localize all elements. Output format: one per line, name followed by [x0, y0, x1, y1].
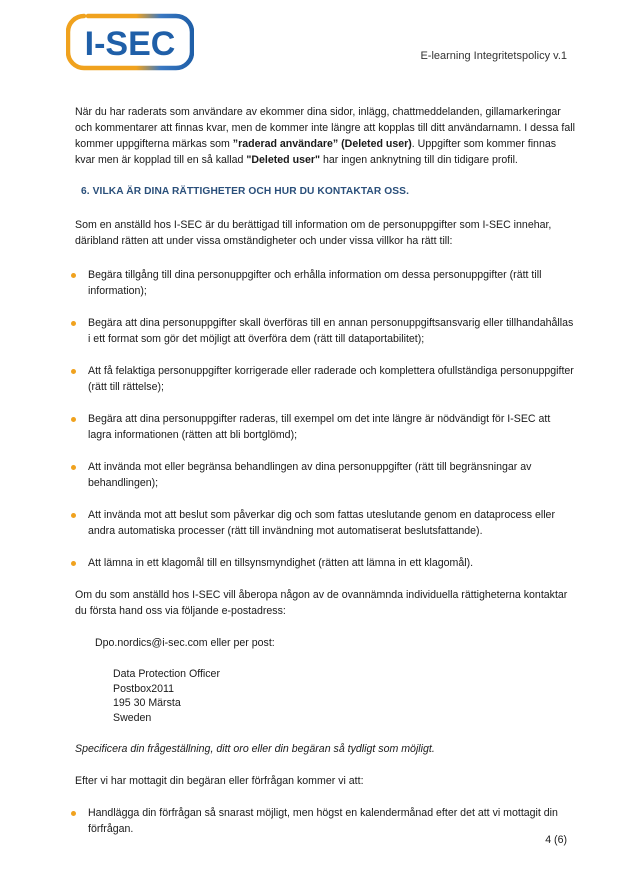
bullet-icon [71, 513, 76, 518]
paragraph-rights-intro: Som en anställd hos I-SEC är du berättigad till information om de personuppgifter som I-SEC innehar, däribland rätten att under vissa omständigheter och under vissa villkor ha rätt till: [75, 219, 552, 247]
address-line: Postbox2011 [113, 682, 175, 695]
section-heading: 6. VILKA ÄR DINA RÄTTIGHETER OCH HUR DU KONTAKTAR OSS. [81, 186, 409, 197]
document-title: E-learning Integritetspolicy v.1 [420, 50, 567, 62]
page-number: 4 (6) [545, 834, 567, 846]
list-item: Begära tillgång till dina personuppgifter och erhålla information om dessa personuppgifter (rätt till information); [75, 267, 575, 299]
list-item: Att få felaktiga personuppgifter korrigerade eller raderade och komplettera ofullständiga personuppgifter (rätt till rättelse); [75, 363, 575, 395]
contact-email-line: Dpo.nordics@i-sec.com eller per post: [95, 637, 275, 649]
list-item: Att lämna in ett klagomål till en tillsynsmyndighet (rätten att lämna in ett klagomål). [75, 555, 575, 571]
list-item: Begära att dina personuppgifter raderas, till exempel om det inte längre är nödvändigt för I-SEC att lagra informationen (rätten att bli bortglömd); [75, 411, 575, 443]
bullet-icon [71, 417, 76, 422]
document-body [75, 104, 575, 853]
after-request-list [75, 805, 575, 837]
bullet-icon [71, 273, 76, 278]
bullet-icon [71, 465, 76, 470]
paragraph-after-request: Efter vi har mottagit din begäran eller förfrågan kommer vi att: [75, 775, 364, 787]
list-item: Handlägga din förfrågan så snarast möjligt, men högst en kalendermånad efter det att vi mottagit din förfrågan. [75, 805, 575, 837]
list-item: Att invända mot eller begränsa behandlingen av dina personuppgifter (rätt till begränsningar av behandlingen); [75, 459, 575, 491]
list-item: Begära att dina personuppgifter skall överföras till en annan personuppgiftsansvarig eller tillhandahållas i ett format som gör det möjligt att överföra dem (rätt till dataportabilitet); [75, 315, 575, 347]
rights-list [75, 267, 575, 571]
paragraph-deleted-users: När du har raderats som användare av ekommer dina sidor, inlägg, chattmeddelanden, gillamarkeringar och kommentarer att finnas kvar, men de kommer inte längre att kopplas till ditt användarnamn. I dessa fall kommer uppgifterna märkas som ”raderad användare” (Deleted user). Uppgifter som kommer finnas kvar men är kopplad till en så kallad "Deleted user" har ingen anknytning till din tidigare profil. [75, 106, 575, 166]
i-sec-logo [66, 12, 194, 72]
italic-note: Specificera din frågeställning, ditt oro eller din begäran så tydligt som möjligt. [75, 743, 435, 755]
list-item: Att invända mot att beslut som påverkar dig och som fattas uteslutande genom en dataprocess eller andra automatiska processer (rätt till invändning mot automatiserat beslutsfattande). [75, 507, 575, 539]
address-line: Sweden [113, 711, 152, 724]
address-line: Data Protection Officer [113, 668, 220, 680]
bullet-icon [71, 811, 76, 816]
bullet-icon [71, 561, 76, 566]
paragraph-contact-intro: Om du som anställd hos I-SEC vill åberopa någon av de ovannämnda individuella rättigheterna kontaktar du första hand oss via följande e-postadress: [75, 589, 568, 617]
postal-address [113, 667, 575, 725]
address-line: 195 30 Märsta [113, 697, 181, 709]
logo-text: I-SEC [84, 25, 176, 63]
bullet-icon [71, 369, 76, 374]
bullet-icon [71, 321, 76, 326]
